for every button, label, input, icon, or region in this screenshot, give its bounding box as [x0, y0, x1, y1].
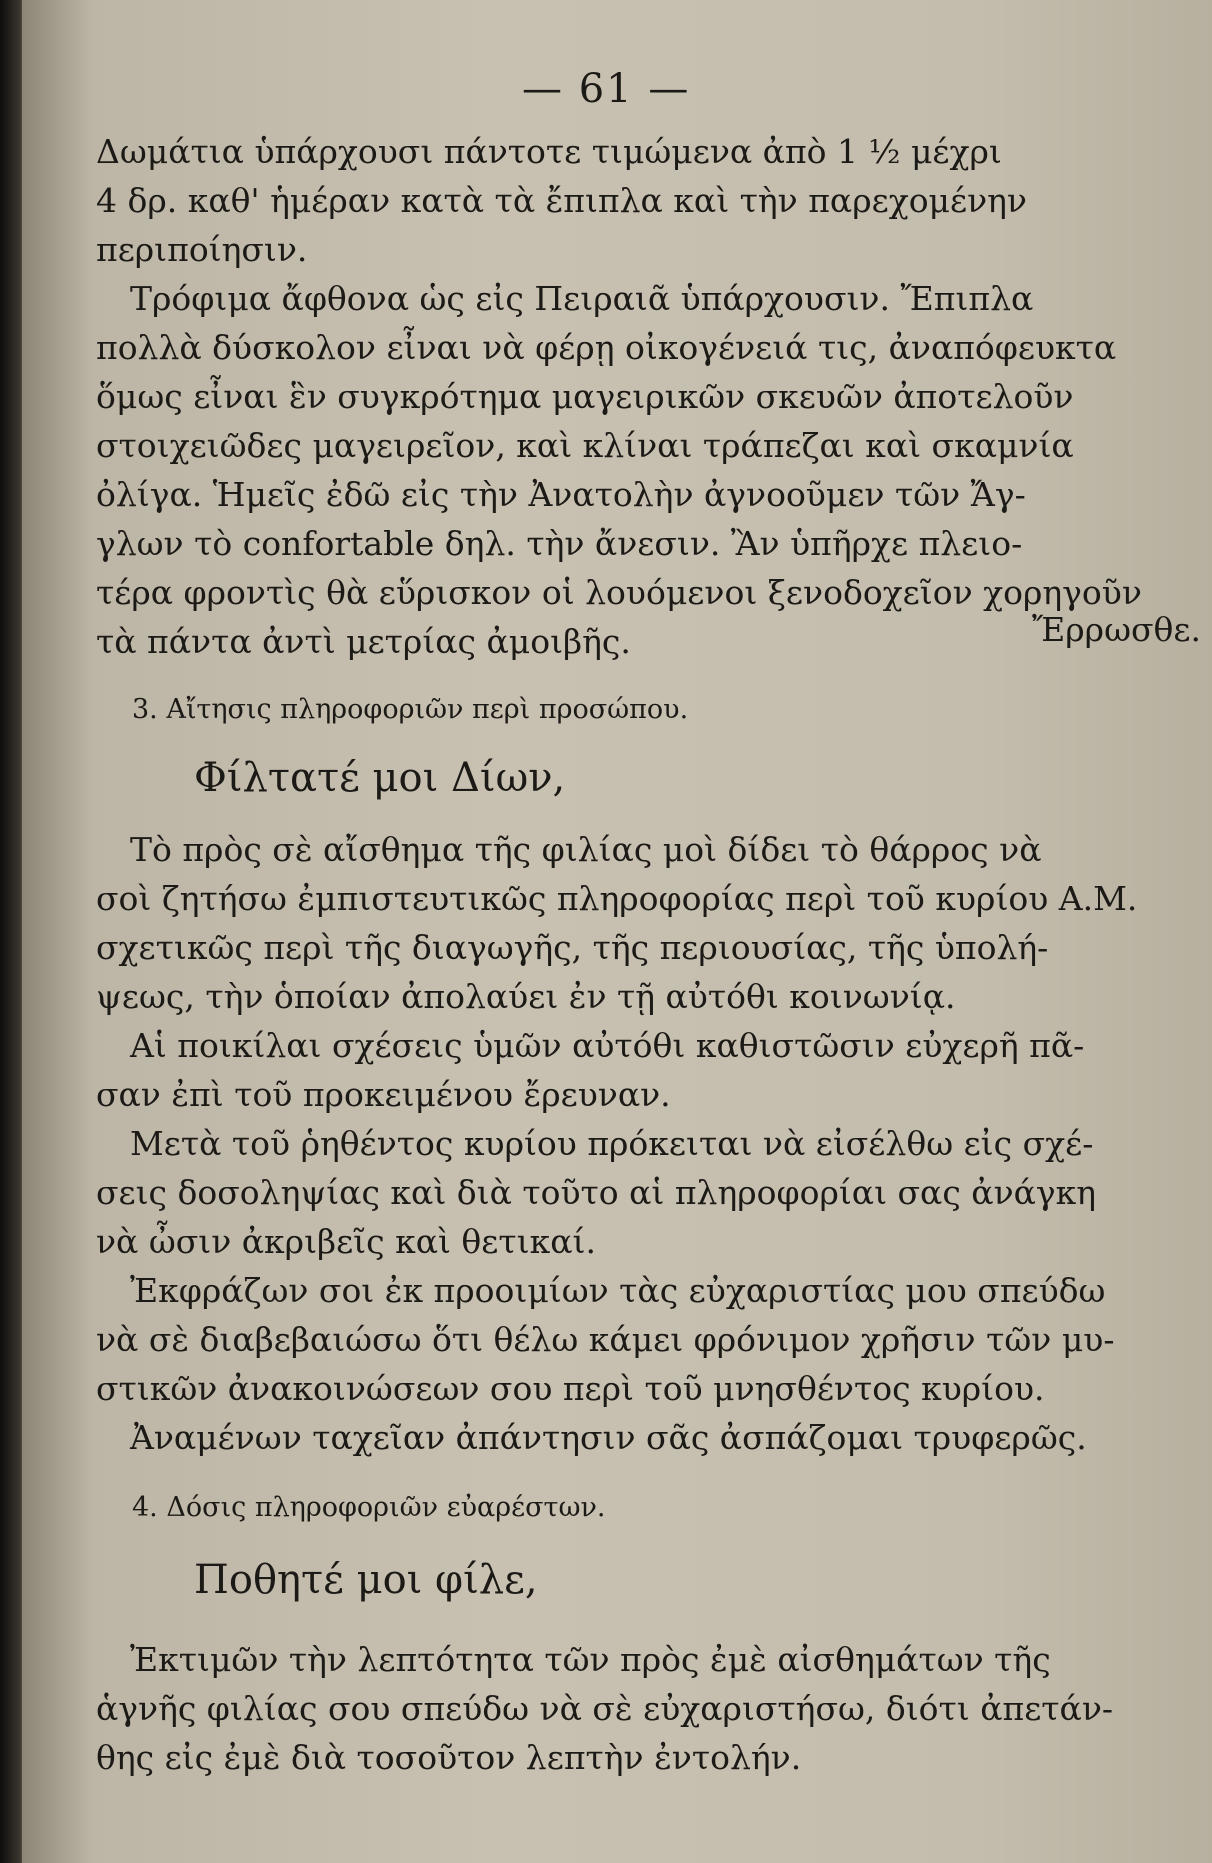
text-line: σεις δοσοληψίας καὶ διὰ τοῦτο αἱ πληροφορίαι σας ἀνάγκη	[96, 1173, 1097, 1212]
text-line: Αἱ ποικίλαι σχέσεις ὑμῶν αὐτόθι καθιστῶσιν εὐχερῆ πᾶ-	[130, 1026, 1085, 1065]
text-line: ὅμως εἶναι ἓν συγκρότημα μαγειρικῶν σκευῶν ἀποτελοῦν	[96, 377, 1074, 416]
salutation: Φίλτατέ μοι Δίων,	[194, 755, 566, 801]
text-line: θης εἰς ἐμὲ διὰ τοσοῦτον λεπτὴν ἐντολήν.	[96, 1738, 802, 1777]
text-line: Τὸ πρὸς σὲ αἴσθημα τῆς φιλίας μοὶ δίδει τὸ θάρρος νὰ	[130, 830, 1042, 869]
text-line: σοὶ ζητήσω ἐμπιστευτικῶς πληροφορίας περὶ τοῦ κυρίου Α.Μ.	[96, 879, 1138, 918]
text-line: ὀλίγα. Ἡμεῖς ἐδῶ εἰς τὴν Ἀνατολὴν ἀγνοοῦμεν τῶν Ἄγ-	[96, 475, 1026, 514]
text-line: περιποίησιν.	[96, 230, 308, 269]
text-line: νὰ σὲ διαβεβαιώσω ὅτι θέλω κάμει φρόνιμον χρῆσιν τῶν μυ-	[96, 1320, 1115, 1359]
text-line: Ἐκτιμῶν τὴν λεπτότητα τῶν πρὸς ἐμὲ αἰσθημάτων τῆς	[130, 1640, 1051, 1679]
text-line: Μετὰ τοῦ ῥηθέντος κυρίου πρόκειται νὰ εἰσέλθω εἰς σχέ-	[130, 1124, 1094, 1163]
text-line: Δωμάτια ὑπάρχουσι πάντοτε τιμώμενα ἀπὸ 1 ½ μέχρι	[96, 132, 1002, 171]
text-line: νὰ ὦσιν ἀκριβεῖς καὶ θετικαί.	[96, 1222, 596, 1261]
text-line: ψεως, τὴν ὁποίαν ἀπολαύει ἐν τῇ αὐτόθι κοινωνίᾳ.	[96, 977, 956, 1016]
text-line: Ἐκφράζων σοι ἐκ προοιμίων τὰς εὐχαριστίας μου σπεύδω	[130, 1271, 1106, 1310]
text-line: τὰ πάντα ἀντὶ μετρίας ἀμοιβῆς.	[96, 622, 631, 661]
text-line: τέρα φροντὶς θὰ εὕρισκον οἱ λουόμενοι ξενοδοχεῖον χορηγοῦν	[96, 573, 1142, 612]
text-line: Ἀναμένων ταχεῖαν ἀπάντησιν σᾶς ἀσπάζομαι τρυφερῶς.	[130, 1418, 1087, 1457]
text-line: Τρόφιμα ἄφθονα ὡς εἰς Πειραιᾶ ὑπάρχουσιν. Ἔπιπλα	[130, 279, 1034, 318]
text-line: 4 δρ. καθ' ἡμέραν κατὰ τὰ ἔπιπλα καὶ τὴν παρεχομένην	[96, 181, 1027, 220]
text-line: γλων τὸ confortable δηλ. τὴν ἄνεσιν. Ἂν ὑπῆρχε πλειο-	[96, 524, 1023, 563]
sign-off: Ἔρρωσθε.	[1032, 610, 1201, 649]
text-line: στικῶν ἀνακοινώσεων σου περὶ τοῦ μνησθέντος κυρίου.	[96, 1369, 1045, 1408]
text-line: ἁγνῆς φιλίας σου σπεύδω νὰ σὲ εὐχαριστήσω, διότι ἀπετάν-	[96, 1689, 1114, 1728]
section-heading: 4. Δόσις πληροφοριῶν εὐαρέστων.	[132, 1492, 606, 1523]
book-page	[22, 0, 1212, 1863]
text-line: πολλὰ δύσκολον εἶναι νὰ φέρῃ οἰκογένειά τις, ἀναπόφευκτα	[96, 328, 1117, 367]
salutation: Ποθητέ μοι φίλε,	[194, 1557, 538, 1603]
section-heading: 3. Αἴτησις πληροφοριῶν περὶ προσώπου.	[132, 694, 689, 725]
text-line: στοιχειῶδες μαγειρεῖον, καὶ κλίναι τράπεζαι καὶ σκαμνία	[96, 426, 1074, 465]
page-number: — 61 —	[522, 66, 691, 112]
text-line: σχετικῶς περὶ τῆς διαγωγῆς, τῆς περιουσίας, τῆς ὑπολή-	[96, 928, 1049, 967]
text-line: σαν ἐπὶ τοῦ προκειμένου ἔρευναν.	[96, 1075, 671, 1114]
